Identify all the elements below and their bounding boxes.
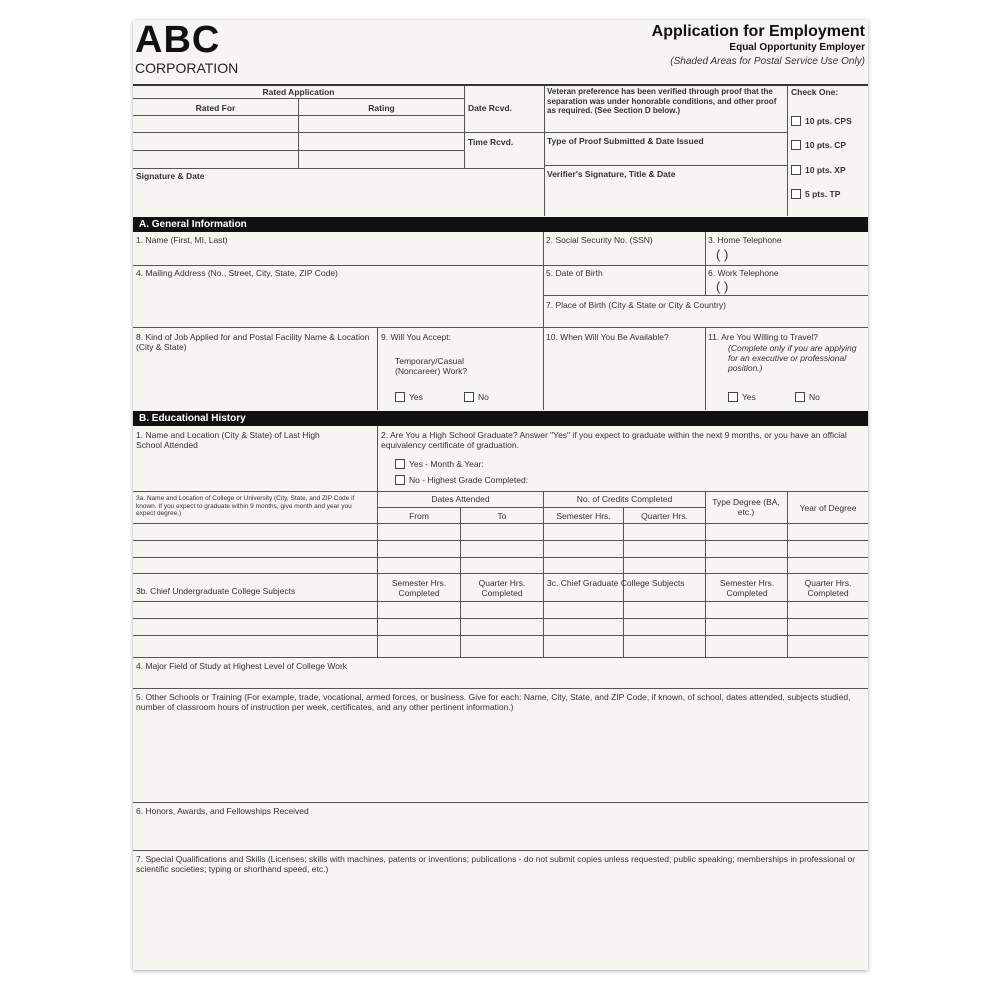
time-received-label: Time Rcvd.	[468, 137, 514, 147]
semester-hours-header: Semester Hrs.	[556, 511, 611, 521]
job-applied-label: 8. Kind of Job Applied for and Postal Facility Name & Location (City & State)	[136, 332, 370, 352]
travel-yes-label: Yes	[742, 392, 756, 402]
checkbox-10-xp[interactable]	[791, 165, 801, 175]
honors-label: 6. Honors, Awards, and Fellowships Received	[136, 806, 309, 816]
home-telephone-label: 3. Home Telephone	[708, 235, 782, 245]
hs-graduate-question: 2. Are You a High School Graduate? Answer "Yes" if you expect to graduate within the next 9 months, or you have an official equivalency certificate of graduation.	[381, 430, 847, 450]
application-form	[133, 20, 868, 970]
college-name-label: 3a. Name and Location of College or University (City, State, and ZIP Code if known. If you expect to graduate within 9 months, give month and year you expect degree.)	[136, 495, 355, 517]
travel-no-checkbox[interactable]	[795, 392, 805, 402]
from-header: From	[409, 511, 429, 521]
date-received-label: Date Rcvd.	[468, 103, 512, 113]
logo: ABC	[135, 19, 221, 61]
ssn-label: 2. Social Security No. (SSN)	[546, 235, 653, 245]
travel-label: 11. Are You Willing to Travel?	[708, 332, 818, 342]
form-subtitle: Equal Opportunity Employer	[729, 42, 865, 53]
mailing-address-label: 4. Mailing Address (No., Street, City, State, ZIP Code)	[136, 268, 338, 278]
undergrad-semester-completed-header: Semester Hrs. Completed	[391, 578, 447, 598]
grad-quarter-completed-header: Quarter Hrs. Completed	[804, 578, 852, 598]
grad-semester-completed-header: Semester Hrs. Completed	[719, 578, 775, 598]
hs-grad-yes-checkbox[interactable]	[395, 459, 405, 469]
signature-date-label: Signature & Date	[136, 171, 205, 181]
place-of-birth-label: 7. Place of Birth (City & State or City & Country)	[546, 300, 726, 310]
credits-completed-header: No. of Credits Completed	[576, 494, 673, 504]
temporary-work-label: Temporary/Casual (Noncareer) Work?	[395, 356, 468, 376]
special-qualifications-input[interactable]	[133, 878, 868, 966]
date-of-birth-label: 5. Date of Birth	[546, 268, 603, 278]
travel-note: (Complete only if you are applying for an executive or professional position.)	[728, 343, 857, 373]
verifier-signature-label: Verifier's Signature, Title & Date	[547, 169, 676, 179]
checkbox-10-cps[interactable]	[791, 116, 801, 126]
section-a-header: A. General Information	[133, 217, 868, 232]
check-label-5-tp: 5 pts. TP	[805, 189, 841, 199]
name-field[interactable]	[133, 246, 543, 266]
other-schools-label: 5. Other Schools or Training (For example, trade, vocational, armed forces, or business. Give for each: Name, City, State, and ZIP Code, if known, of school, dates attended, subjects studied, number of classroom hours of instruction per week, certificates, and any other pertinent information.)	[136, 692, 851, 712]
temp-work-yes-label: Yes	[409, 392, 423, 402]
undergrad-quarter-completed-header: Quarter Hrs. Completed	[478, 578, 526, 598]
checkbox-10-cp[interactable]	[791, 140, 801, 150]
ssn-field[interactable]	[544, 246, 704, 266]
honors-input[interactable]	[133, 817, 868, 850]
veteran-preference-text: Veteran preference has been verified through proof that the separation was under honorable conditions, and other proof as required. (See Section D below.)	[547, 87, 777, 115]
will-you-accept-label: 9. Will You Accept:	[381, 332, 451, 342]
type-degree-header: Type Degree (BA, etc.)	[712, 497, 780, 517]
year-degree-header: Year of Degree	[799, 503, 857, 513]
hs-grad-yes-label: Yes - Month & Year:	[409, 459, 484, 469]
major-field-label: 4. Major Field of Study at Highest Level of College Work	[136, 661, 348, 671]
check-label-10-xp: 10 pts. XP	[805, 165, 846, 175]
hs-grad-no-checkbox[interactable]	[395, 475, 405, 485]
major-field-input[interactable]	[133, 672, 868, 688]
work-telephone-label: 6. Work Telephone	[708, 268, 779, 278]
mailing-address-field[interactable]	[133, 279, 543, 327]
quarter-hours-header: Quarter Hrs.	[641, 511, 688, 521]
special-qualifications-label: 7. Special Qualifications and Skills (Licenses; skills with machines, patents or inventions; publications - do not submit copies unless requested; public speaking; memberships in professional or scientific societies; typing or shorthand speed, etc.)	[136, 854, 856, 874]
checkbox-5-tp[interactable]	[791, 189, 801, 199]
other-schools-input[interactable]	[133, 716, 868, 802]
temp-work-yes-checkbox[interactable]	[395, 392, 405, 402]
check-label-10-cps: 10 pts. CPS	[805, 116, 852, 126]
proof-type-label: Type of Proof Submitted & Date Issued	[547, 136, 704, 146]
rated-for-header: Rated For	[195, 103, 236, 113]
hs-grad-no-label: No - Highest Grade Completed:	[409, 475, 529, 485]
rating-header: Rating	[368, 103, 395, 113]
travel-no-label: No	[809, 392, 820, 402]
work-telephone-field[interactable]: ( )	[716, 279, 729, 294]
travel-yes-checkbox[interactable]	[728, 392, 738, 402]
rated-application-heading: Rated Application	[262, 87, 335, 97]
check-label-10-cp: 10 pts. CP	[805, 140, 847, 150]
high-school-label: 1. Name and Location (City & State) of Last High School Attended	[136, 430, 320, 450]
grad-subjects-label: 3c. Chief Graduate College Subjects	[547, 578, 685, 588]
home-telephone-field[interactable]: ( )	[716, 247, 729, 262]
undergrad-subjects-label: 3b. Chief Undergraduate College Subjects	[136, 586, 296, 596]
section-b-header: B. Educational History	[133, 411, 868, 426]
name-label: 1. Name (First, MI, Last)	[136, 235, 228, 245]
form-note: (Shaded Areas for Postal Service Use Only)	[670, 56, 865, 67]
temp-work-no-label: No	[478, 392, 489, 402]
form-title: Application for Employment	[651, 23, 865, 40]
dates-attended-header: Dates Attended	[431, 494, 490, 504]
to-header: To	[497, 511, 507, 521]
temp-work-no-checkbox[interactable]	[464, 392, 474, 402]
availability-label: 10. When Will You Be Available?	[546, 332, 669, 342]
check-one-label: Check One:	[791, 87, 839, 97]
logo-subtitle: CORPORATION	[135, 60, 239, 76]
